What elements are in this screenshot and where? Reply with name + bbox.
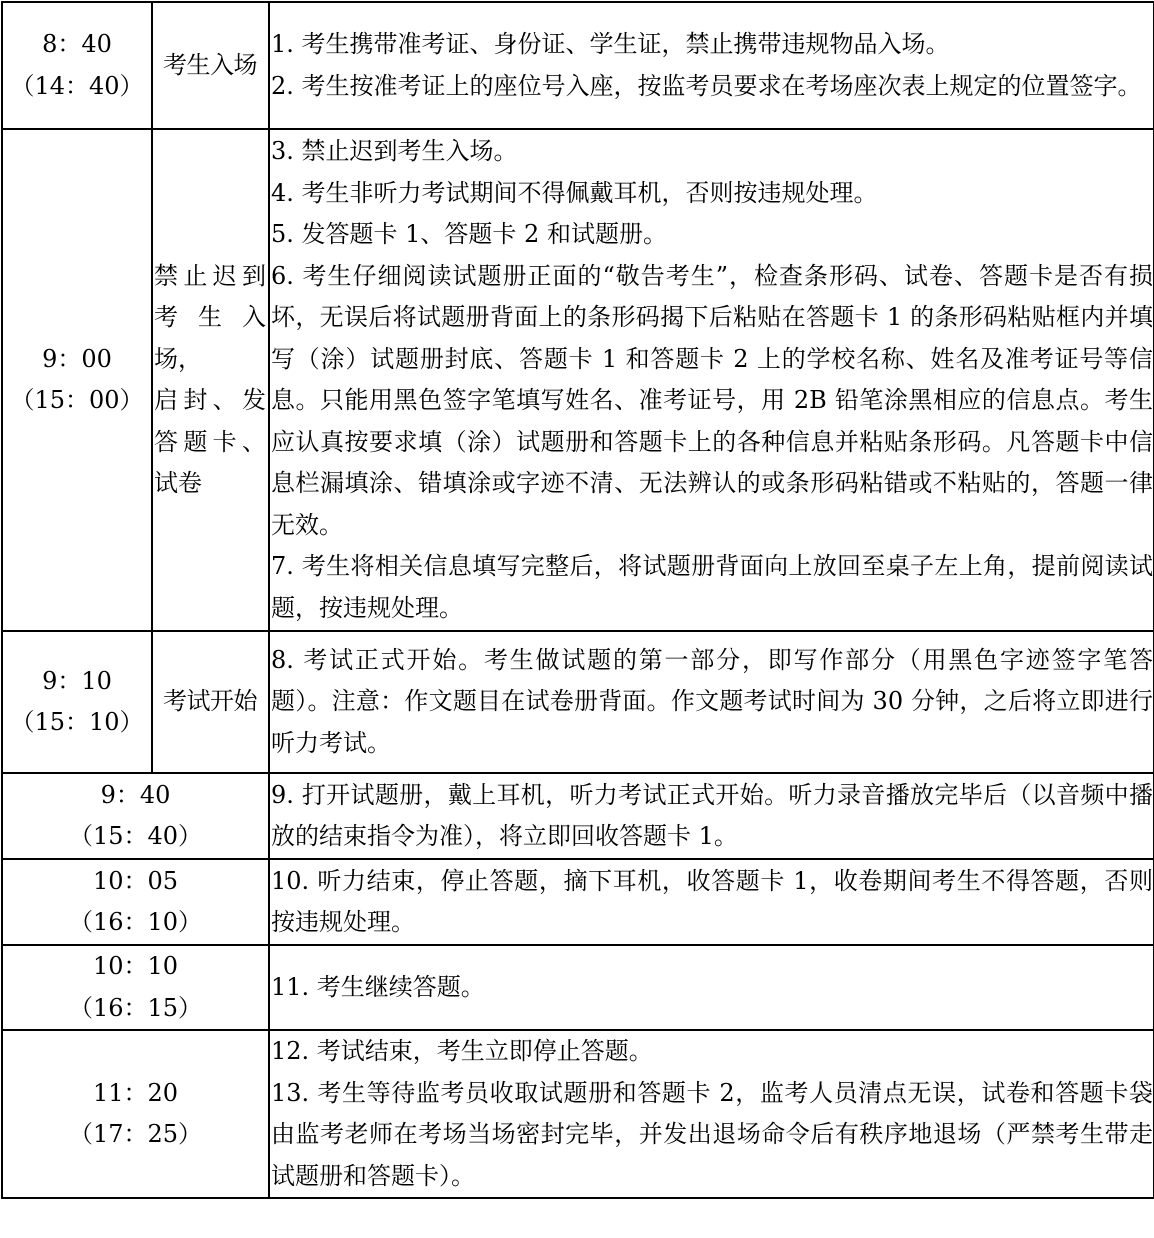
time-alt: （15：10） [10, 708, 144, 736]
time-alt: （16：10） [68, 908, 203, 936]
description-cell [269, 631, 1154, 773]
instruction-item: 12. 考试结束，考生立即停止答题。 [271, 1037, 653, 1065]
instruction-item: 3. 禁止迟到考生入场。 [271, 137, 518, 165]
stage-cell [152, 129, 269, 631]
stage-label: 考试开始 [163, 687, 257, 716]
instruction-item: 13. 考生等待监考员收取试题册和答题卡 2，监考人员清点无误，试卷和答题卡袋由监考老师在考场当场密封完毕，并发出退场命令后有秩序地退场（严禁考生带走试题册和答题卡）。 [271, 1078, 1153, 1190]
time-alt: （14：40） [10, 71, 144, 100]
instruction-item: 10. 听力结束，停止答题，摘下耳机，收答题卡 1，收卷期间考生不得答题，否则按违规处理。 [271, 866, 1153, 936]
instruction-item: 4. 考生非听力考试期间不得佩戴耳机，否则按违规处理。 [271, 178, 878, 207]
stage-label: 考生入场 [163, 50, 257, 79]
exam-schedule-table [1, 1, 1154, 1199]
description-cell [269, 129, 1154, 631]
schedule-row-continue [2, 945, 1154, 1030]
description-cell [269, 2, 1154, 129]
time-main: 10：10 [92, 952, 179, 980]
time-cell [2, 859, 269, 945]
time-cell [2, 1030, 269, 1198]
instruction-item: 7. 考生将相关信息填写完整后，将试题册背面向上放回至桌子左上角，提前阅读试题，按违规处理。 [271, 552, 1153, 622]
stage-label-line: 禁止迟到 [154, 261, 266, 290]
instruction-item: 11. 考生继续答题。 [271, 972, 485, 1001]
time-alt: （15：00） [10, 386, 144, 414]
description-cell [269, 773, 1154, 859]
stage-label-line: 答题卡、 [154, 427, 266, 456]
stage-label-line: 考 生 入 [154, 303, 266, 331]
schedule-row-prepare [2, 129, 1154, 631]
time-cell [2, 773, 269, 859]
instruction-item: 1. 考生携带准考证、身份证、学生证，禁止携带违规物品入场。 [271, 30, 950, 58]
instruction-item: 6. 考生仔细阅读试题册正面的“敬告考生”，检查条形码、试卷、答题卡是否有损坏，无误后将试题册背面上的条形码揭下后粘贴在答题卡 1 的条形码粘贴框内并填写（涂）试题册封底、答题卡 1 和答题卡 2 上的学校名称、姓名及准考证号等信息。只能用黑色签字笔填写姓名、准考证号，用 2B 铅笔涂黑相应的信息点。考生应认真按要求填（涂）试题册和答题卡上的各种信息并粘贴条形码。凡答题卡中信息栏漏填涂、错填涂或字迹不清、无法辨认的或条形码粘错或不粘贴的，答题一律无效。 [271, 261, 1153, 539]
description-cell [269, 945, 1154, 1030]
stage-cell [152, 631, 269, 773]
time-main: 9：00 [42, 344, 112, 373]
stage-label-line: 场， [154, 344, 202, 373]
stage-label-line: 启封、发 [154, 386, 266, 414]
time-cell [2, 129, 152, 631]
time-main: 11：20 [92, 1078, 179, 1107]
time-cell [2, 945, 269, 1030]
time-main: 9：10 [42, 666, 112, 695]
schedule-row-listening [2, 773, 1154, 859]
schedule-row-start [2, 631, 1154, 773]
description-cell [269, 1030, 1154, 1198]
instruction-item: 2. 考生按准考证上的座位号入座，按监考员要求在考场座次表上规定的位置签字。 [271, 71, 1142, 100]
description-cell [269, 859, 1154, 945]
instruction-item: 9. 打开试题册，戴上耳机，听力考试正式开始。听力录音播放完毕后（以音频中播放的结束指令为准），将立即回收答题卡 1。 [271, 780, 1153, 850]
time-alt: （15：40） [68, 822, 203, 850]
stage-cell [152, 2, 269, 129]
time-main: 10：05 [92, 866, 179, 895]
time-main: 8：40 [42, 30, 112, 58]
instruction-item: 8. 考试正式开始。考生做试题的第一部分，即写作部分（用黑色字迹签字笔答题）。注意：作文题目在试卷册背面。作文题考试时间为 30 分钟，之后将立即进行听力考试。 [271, 645, 1153, 757]
time-alt: （16：15） [68, 993, 203, 1022]
time-main: 9：40 [100, 780, 171, 809]
time-alt: （17：25） [68, 1120, 203, 1148]
schedule-row-listening-end [2, 859, 1154, 945]
schedule-row-entry [2, 2, 1154, 129]
time-cell [2, 631, 152, 773]
schedule-row-end [2, 1030, 1154, 1198]
stage-label-line: 试卷 [154, 469, 202, 497]
time-cell [2, 2, 152, 129]
instruction-item: 5. 发答题卡 1、答题卡 2 和试题册。 [271, 220, 667, 248]
